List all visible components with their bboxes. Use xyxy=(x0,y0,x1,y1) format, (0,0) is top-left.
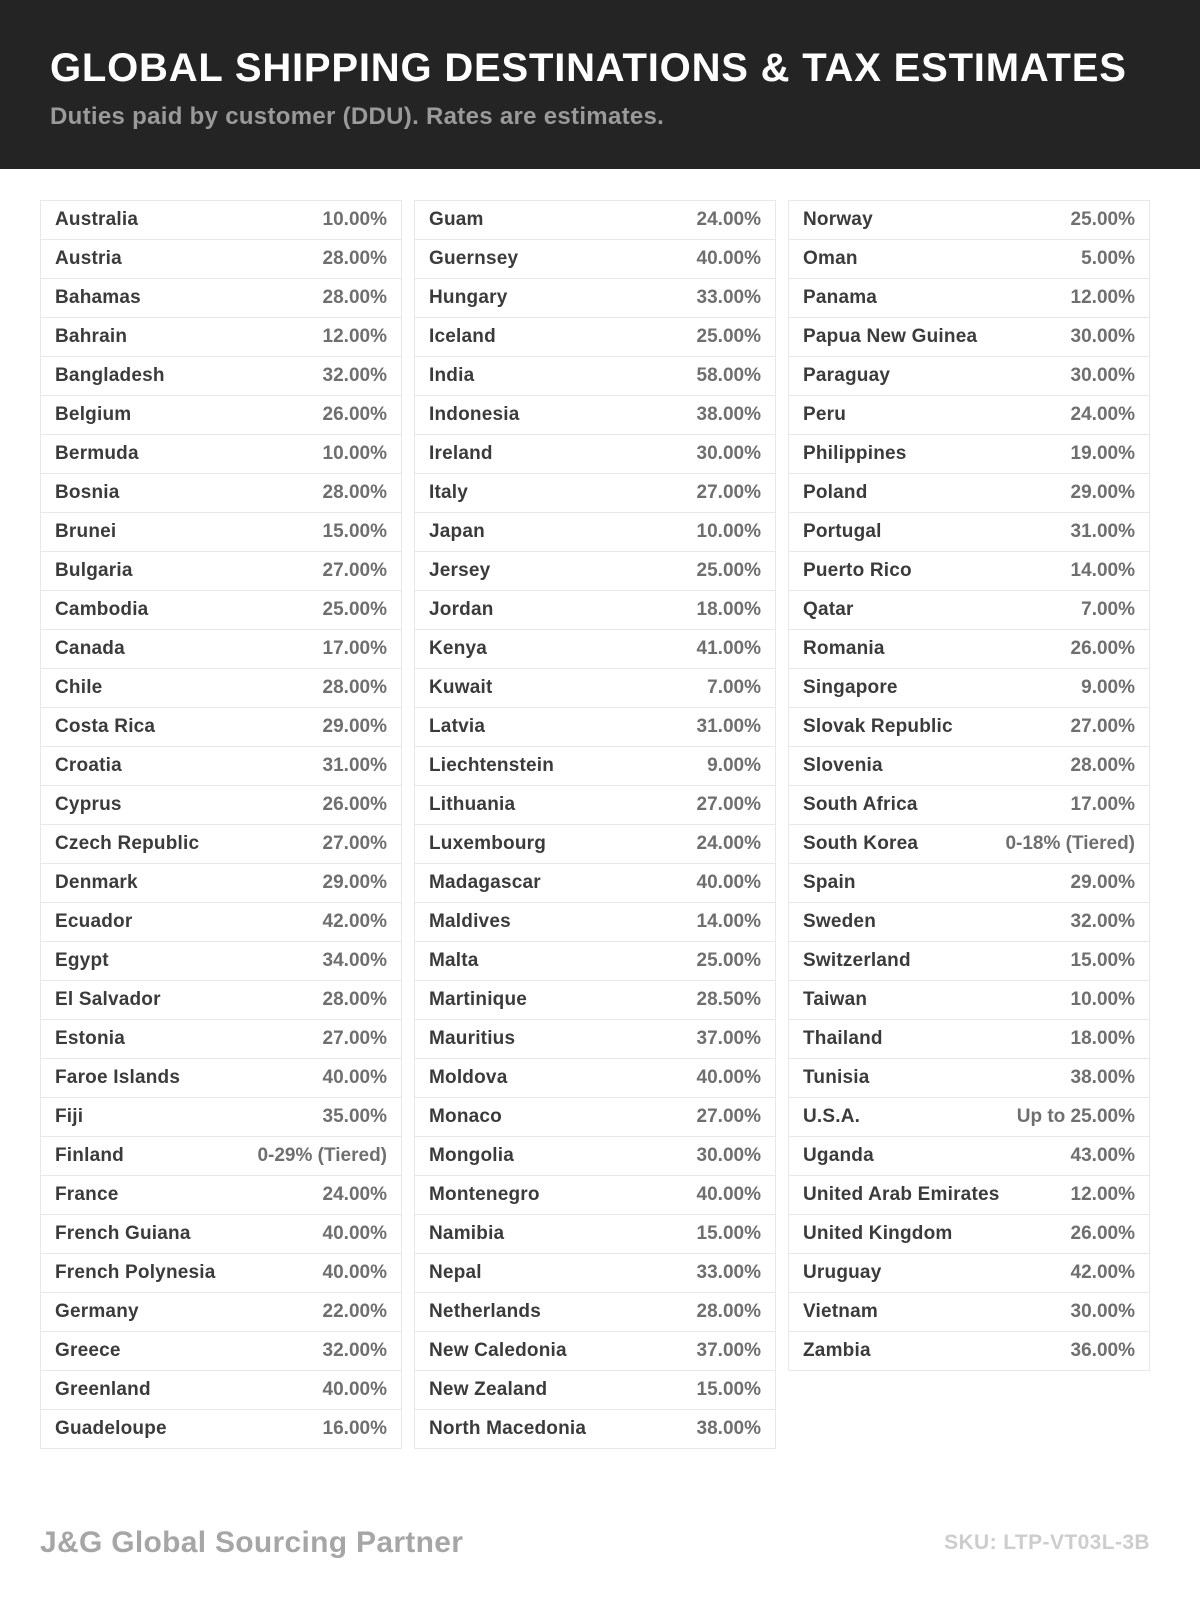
page-title: GLOBAL SHIPPING DESTINATIONS & TAX ESTIMATES xyxy=(50,46,1127,90)
tax-rate-value: 30.00% xyxy=(696,1145,761,1166)
country-name: India xyxy=(429,365,475,386)
table-row xyxy=(788,278,1150,318)
table-row xyxy=(414,1019,776,1059)
table-row xyxy=(40,1214,402,1254)
country-name: Nepal xyxy=(429,1262,482,1283)
country-name: French Polynesia xyxy=(55,1262,216,1283)
country-name: Papua New Guinea xyxy=(803,326,978,347)
country-name: Bulgaria xyxy=(55,560,133,581)
table-row xyxy=(414,473,776,513)
country-name: Italy xyxy=(429,482,469,503)
table-row xyxy=(414,1253,776,1293)
tax-rate-value: 28.00% xyxy=(1070,755,1135,776)
tax-rate-value: 29.00% xyxy=(322,716,387,737)
tax-rate-value: 32.00% xyxy=(1070,911,1135,932)
table-row xyxy=(414,512,776,552)
tax-rate-value: 29.00% xyxy=(1070,872,1135,893)
country-name: Taiwan xyxy=(803,989,868,1010)
tax-rate-value: 15.00% xyxy=(1070,950,1135,971)
table-row xyxy=(414,317,776,357)
table-row xyxy=(414,1292,776,1332)
tax-rate-value: 34.00% xyxy=(322,950,387,971)
country-name: Romania xyxy=(803,638,885,659)
table-row xyxy=(40,317,402,357)
tax-rate-value: 28.50% xyxy=(696,989,761,1010)
tax-rate-value: 24.00% xyxy=(696,209,761,230)
table-row xyxy=(40,980,402,1020)
tax-rate-value: 38.00% xyxy=(696,404,761,425)
table-row xyxy=(788,590,1150,630)
table-row xyxy=(414,200,776,240)
tax-rate-value: 24.00% xyxy=(696,833,761,854)
country-name: Greece xyxy=(55,1340,121,1361)
country-name: Chile xyxy=(55,677,103,698)
table-row xyxy=(788,317,1150,357)
table-row xyxy=(414,590,776,630)
country-name: Guadeloupe xyxy=(55,1418,167,1439)
country-name: Guernsey xyxy=(429,248,519,269)
country-name: Finland xyxy=(55,1145,124,1166)
tax-rate-value: 30.00% xyxy=(1070,1301,1135,1322)
table-row xyxy=(414,668,776,708)
country-name: Uganda xyxy=(803,1145,874,1166)
table-row xyxy=(40,512,402,552)
table-row xyxy=(40,1058,402,1098)
table-row xyxy=(414,902,776,942)
country-name: Indonesia xyxy=(429,404,520,425)
tax-rate-value: 27.00% xyxy=(322,560,387,581)
table-row xyxy=(414,1058,776,1098)
tax-rate-value: 33.00% xyxy=(696,1262,761,1283)
tax-rate-value: 24.00% xyxy=(322,1184,387,1205)
country-name: Zambia xyxy=(803,1340,871,1361)
tax-rate-value: 40.00% xyxy=(696,1184,761,1205)
country-name: Bangladesh xyxy=(55,365,165,386)
tax-rate-value: 26.00% xyxy=(322,404,387,425)
table-row xyxy=(40,863,402,903)
tax-rate-value: 12.00% xyxy=(1070,1184,1135,1205)
table-row xyxy=(788,1214,1150,1254)
table-row xyxy=(40,395,402,435)
country-name: Faroe Islands xyxy=(55,1067,181,1088)
tax-rate-value: 40.00% xyxy=(322,1067,387,1088)
tax-rate-value: 40.00% xyxy=(696,872,761,893)
country-name: Canada xyxy=(55,638,125,659)
tax-rate-value: Up to 25.00% xyxy=(1016,1106,1135,1127)
country-name: New Caledonia xyxy=(429,1340,567,1361)
table-row xyxy=(40,473,402,513)
country-name: Jersey xyxy=(429,560,491,581)
table-column-3 xyxy=(788,200,1150,1371)
table-row xyxy=(40,668,402,708)
table-row xyxy=(414,863,776,903)
country-name: Paraguay xyxy=(803,365,891,386)
country-name: Vietnam xyxy=(803,1301,878,1322)
table-row xyxy=(40,239,402,279)
tax-rate-value: 25.00% xyxy=(1070,209,1135,230)
table-column-2 xyxy=(414,200,776,1449)
tax-rate-value: 12.00% xyxy=(1070,287,1135,308)
tax-rate-value: 25.00% xyxy=(696,326,761,347)
country-name: Jordan xyxy=(429,599,494,620)
table-row xyxy=(788,824,1150,864)
tax-rate-value: 36.00% xyxy=(1070,1340,1135,1361)
tax-rate-value: 27.00% xyxy=(322,1028,387,1049)
table-row xyxy=(788,902,1150,942)
table-column-1 xyxy=(40,200,402,1449)
tax-rate-value: 26.00% xyxy=(1070,1223,1135,1244)
tax-rate-value: 15.00% xyxy=(696,1379,761,1400)
country-name: Estonia xyxy=(55,1028,126,1049)
table-row xyxy=(414,395,776,435)
tax-rate-value: 28.00% xyxy=(322,287,387,308)
country-name: Bosnia xyxy=(55,482,120,503)
table-row xyxy=(788,707,1150,747)
table-row xyxy=(788,200,1150,240)
table-row xyxy=(40,200,402,240)
table-row xyxy=(414,1136,776,1176)
tax-rate-value: 18.00% xyxy=(1070,1028,1135,1049)
table-row xyxy=(414,746,776,786)
country-name: Panama xyxy=(803,287,878,308)
table-row xyxy=(40,1292,402,1332)
table-row xyxy=(40,1253,402,1293)
country-name: Puerto Rico xyxy=(803,560,912,581)
country-name: Cyprus xyxy=(55,794,122,815)
country-name: Montenegro xyxy=(429,1184,540,1205)
tax-rate-value: 40.00% xyxy=(696,248,761,269)
tax-rate-value: 32.00% xyxy=(322,365,387,386)
country-name: Lithuania xyxy=(429,794,516,815)
country-name: Monaco xyxy=(429,1106,502,1127)
table-row xyxy=(788,1097,1150,1137)
country-name: Bermuda xyxy=(55,443,139,464)
table-row xyxy=(40,278,402,318)
country-name: Netherlands xyxy=(429,1301,542,1322)
tax-rate-value: 5.00% xyxy=(1081,248,1135,269)
table-row xyxy=(414,239,776,279)
country-name: Austria xyxy=(55,248,122,269)
table-row xyxy=(788,629,1150,669)
table-row xyxy=(788,512,1150,552)
tax-rate-value: 58.00% xyxy=(696,365,761,386)
country-name: Kuwait xyxy=(429,677,493,698)
table-row xyxy=(40,1097,402,1137)
table-row xyxy=(40,785,402,825)
country-name: Tunisia xyxy=(803,1067,870,1088)
table-row xyxy=(40,1136,402,1176)
table-row xyxy=(40,434,402,474)
table-row xyxy=(788,1175,1150,1215)
country-name: Singapore xyxy=(803,677,898,698)
tax-rate-value: 14.00% xyxy=(696,911,761,932)
tax-rate-value: 32.00% xyxy=(322,1340,387,1361)
country-name: Qatar xyxy=(803,599,854,620)
tax-rate-value: 12.00% xyxy=(322,326,387,347)
table-row xyxy=(788,1058,1150,1098)
country-name: Thailand xyxy=(803,1028,883,1049)
tax-rate-value: 29.00% xyxy=(322,872,387,893)
table-row xyxy=(40,1409,402,1449)
table-row xyxy=(414,824,776,864)
tax-rate-value: 38.00% xyxy=(1070,1067,1135,1088)
country-name: North Macedonia xyxy=(429,1418,587,1439)
country-name: Malta xyxy=(429,950,479,971)
table-row xyxy=(414,629,776,669)
tax-rate-value: 28.00% xyxy=(322,482,387,503)
brand-name: J&G Global Sourcing Partner xyxy=(40,1526,464,1559)
country-name: Spain xyxy=(803,872,856,893)
country-name: Uruguay xyxy=(803,1262,882,1283)
table-row xyxy=(788,1253,1150,1293)
table-row xyxy=(414,707,776,747)
country-name: Poland xyxy=(803,482,868,503)
sku-label: SKU: LTP-VT03L-3B xyxy=(944,1531,1150,1554)
country-name: Moldova xyxy=(429,1067,508,1088)
tax-rate-value: 33.00% xyxy=(696,287,761,308)
tax-rate-value: 26.00% xyxy=(1070,638,1135,659)
page-header xyxy=(0,0,1200,169)
table-row xyxy=(40,746,402,786)
table-row xyxy=(788,434,1150,474)
table-row xyxy=(788,473,1150,513)
table-row xyxy=(40,941,402,981)
country-name: United Kingdom xyxy=(803,1223,953,1244)
tax-rate-value: 27.00% xyxy=(696,482,761,503)
tax-rate-value: 28.00% xyxy=(322,989,387,1010)
tax-rate-value: 15.00% xyxy=(322,521,387,542)
country-name: Sweden xyxy=(803,911,876,932)
country-name: Germany xyxy=(55,1301,139,1322)
tax-rate-value: 28.00% xyxy=(322,677,387,698)
tax-rate-value: 28.00% xyxy=(696,1301,761,1322)
tax-rate-value: 29.00% xyxy=(1070,482,1135,503)
tax-rate-value: 27.00% xyxy=(322,833,387,854)
country-name: France xyxy=(55,1184,119,1205)
country-name: El Salvador xyxy=(55,989,161,1010)
country-name: South Korea xyxy=(803,833,919,854)
tax-rate-value: 40.00% xyxy=(696,1067,761,1088)
tax-rate-value: 17.00% xyxy=(1070,794,1135,815)
tax-rate-value: 10.00% xyxy=(322,443,387,464)
table-row xyxy=(414,356,776,396)
country-name: Ecuador xyxy=(55,911,133,932)
country-name: Latvia xyxy=(429,716,486,737)
table-row xyxy=(414,1175,776,1215)
tax-rate-value: 17.00% xyxy=(322,638,387,659)
table-row xyxy=(414,785,776,825)
table-row xyxy=(40,1175,402,1215)
table-row xyxy=(788,1292,1150,1332)
table-row xyxy=(788,746,1150,786)
country-name: Hungary xyxy=(429,287,508,308)
table-row xyxy=(788,551,1150,591)
tax-rate-value: 10.00% xyxy=(322,209,387,230)
tax-rate-value: 15.00% xyxy=(696,1223,761,1244)
country-name: Australia xyxy=(55,209,139,230)
country-name: Ireland xyxy=(429,443,493,464)
country-name: Bahrain xyxy=(55,326,128,347)
tax-rate-value: 40.00% xyxy=(322,1223,387,1244)
table-row xyxy=(788,395,1150,435)
country-name: Egypt xyxy=(55,950,109,971)
country-name: Norway xyxy=(803,209,873,230)
tax-rate-value: 25.00% xyxy=(696,560,761,581)
table-row xyxy=(40,590,402,630)
tax-rate-value: 9.00% xyxy=(1081,677,1135,698)
country-name: Brunei xyxy=(55,521,117,542)
country-name: Czech Republic xyxy=(55,833,200,854)
tax-rate-value: 30.00% xyxy=(1070,365,1135,386)
tax-rate-value: 41.00% xyxy=(696,638,761,659)
country-name: New Zealand xyxy=(429,1379,548,1400)
country-name: Croatia xyxy=(55,755,122,776)
tax-rate-value: 24.00% xyxy=(1070,404,1135,425)
tax-rate-value: 31.00% xyxy=(322,755,387,776)
country-name: Japan xyxy=(429,521,485,542)
table-row xyxy=(414,434,776,474)
country-name: Fiji xyxy=(55,1106,84,1127)
table-row xyxy=(40,902,402,942)
tax-rate-value: 25.00% xyxy=(322,599,387,620)
table-row xyxy=(40,1331,402,1371)
table-row xyxy=(414,941,776,981)
tax-rate-value: 26.00% xyxy=(322,794,387,815)
tax-rate-value: 19.00% xyxy=(1070,443,1135,464)
country-name: U.S.A. xyxy=(803,1106,861,1127)
tax-rate-value: 42.00% xyxy=(322,911,387,932)
table-row xyxy=(788,356,1150,396)
table-row xyxy=(40,707,402,747)
country-name: Martinique xyxy=(429,989,528,1010)
table-row xyxy=(414,1370,776,1410)
tax-rate-value: 37.00% xyxy=(696,1028,761,1049)
country-name: Slovenia xyxy=(803,755,883,776)
country-name: Kenya xyxy=(429,638,488,659)
country-name: Portugal xyxy=(803,521,882,542)
tax-rate-value: 40.00% xyxy=(322,1379,387,1400)
table-row xyxy=(40,551,402,591)
table-row xyxy=(788,980,1150,1020)
country-name: Greenland xyxy=(55,1379,151,1400)
tax-rate-value: 28.00% xyxy=(322,248,387,269)
country-name: Switzerland xyxy=(803,950,911,971)
country-name: Bahamas xyxy=(55,287,141,308)
country-name: United Arab Emirates xyxy=(803,1184,1000,1205)
table-row xyxy=(414,980,776,1020)
table-row xyxy=(788,668,1150,708)
tax-rate-table xyxy=(0,200,1200,1449)
table-row xyxy=(788,941,1150,981)
tax-rate-value: 14.00% xyxy=(1070,560,1135,581)
tax-rate-value: 0-18% (Tiered) xyxy=(1005,833,1135,854)
tax-rate-value: 25.00% xyxy=(696,950,761,971)
table-row xyxy=(40,356,402,396)
tax-rate-value: 35.00% xyxy=(322,1106,387,1127)
country-name: Luxembourg xyxy=(429,833,547,854)
country-name: Mongolia xyxy=(429,1145,514,1166)
country-name: Guam xyxy=(429,209,484,230)
country-name: Peru xyxy=(803,404,847,425)
tax-rate-value: 37.00% xyxy=(696,1340,761,1361)
table-row xyxy=(414,1331,776,1371)
tax-rate-value: 7.00% xyxy=(1081,599,1135,620)
table-row xyxy=(414,1097,776,1137)
country-name: Maldives xyxy=(429,911,511,932)
country-name: South Africa xyxy=(803,794,918,815)
table-row xyxy=(40,629,402,669)
table-row xyxy=(788,785,1150,825)
tax-rate-value: 7.00% xyxy=(707,677,761,698)
tax-rate-value: 16.00% xyxy=(322,1418,387,1439)
country-name: Oman xyxy=(803,248,858,269)
country-name: Denmark xyxy=(55,872,138,893)
table-row xyxy=(414,1214,776,1254)
table-row xyxy=(414,278,776,318)
tax-rate-value: 31.00% xyxy=(1070,521,1135,542)
table-row xyxy=(788,239,1150,279)
country-name: Belgium xyxy=(55,404,132,425)
table-row xyxy=(414,1409,776,1449)
country-name: Liechtenstein xyxy=(429,755,555,776)
tax-rate-value: 18.00% xyxy=(696,599,761,620)
country-name: Iceland xyxy=(429,326,496,347)
table-row xyxy=(414,551,776,591)
table-row xyxy=(788,863,1150,903)
table-row xyxy=(788,1019,1150,1059)
tax-rate-value: 42.00% xyxy=(1070,1262,1135,1283)
country-name: Madagascar xyxy=(429,872,541,893)
table-row xyxy=(40,1370,402,1410)
tax-rate-value: 40.00% xyxy=(322,1262,387,1283)
tax-rate-value: 43.00% xyxy=(1070,1145,1135,1166)
tax-rate-value: 27.00% xyxy=(696,794,761,815)
country-name: Costa Rica xyxy=(55,716,156,737)
table-row xyxy=(40,824,402,864)
tax-rate-value: 31.00% xyxy=(696,716,761,737)
country-name: Slovak Republic xyxy=(803,716,953,737)
table-row xyxy=(788,1331,1150,1371)
tax-rate-value: 9.00% xyxy=(707,755,761,776)
tax-rate-value: 10.00% xyxy=(696,521,761,542)
table-row xyxy=(40,1019,402,1059)
country-name: Cambodia xyxy=(55,599,149,620)
tax-rate-value: 30.00% xyxy=(696,443,761,464)
country-name: Mauritius xyxy=(429,1028,516,1049)
tax-rate-value: 27.00% xyxy=(696,1106,761,1127)
country-name: Namibia xyxy=(429,1223,505,1244)
country-name: French Guiana xyxy=(55,1223,191,1244)
tax-rate-value: 27.00% xyxy=(1070,716,1135,737)
page-subtitle: Duties paid by customer (DDU). Rates are estimates. xyxy=(50,103,665,130)
tax-rate-value: 10.00% xyxy=(1070,989,1135,1010)
tax-rate-value: 22.00% xyxy=(322,1301,387,1322)
tax-rate-value: 30.00% xyxy=(1070,326,1135,347)
tax-rate-value: 0-29% (Tiered) xyxy=(257,1145,387,1166)
tax-rate-value: 38.00% xyxy=(696,1418,761,1439)
table-row xyxy=(788,1136,1150,1176)
country-name: Philippines xyxy=(803,443,907,464)
page-footer xyxy=(0,1526,1200,1560)
